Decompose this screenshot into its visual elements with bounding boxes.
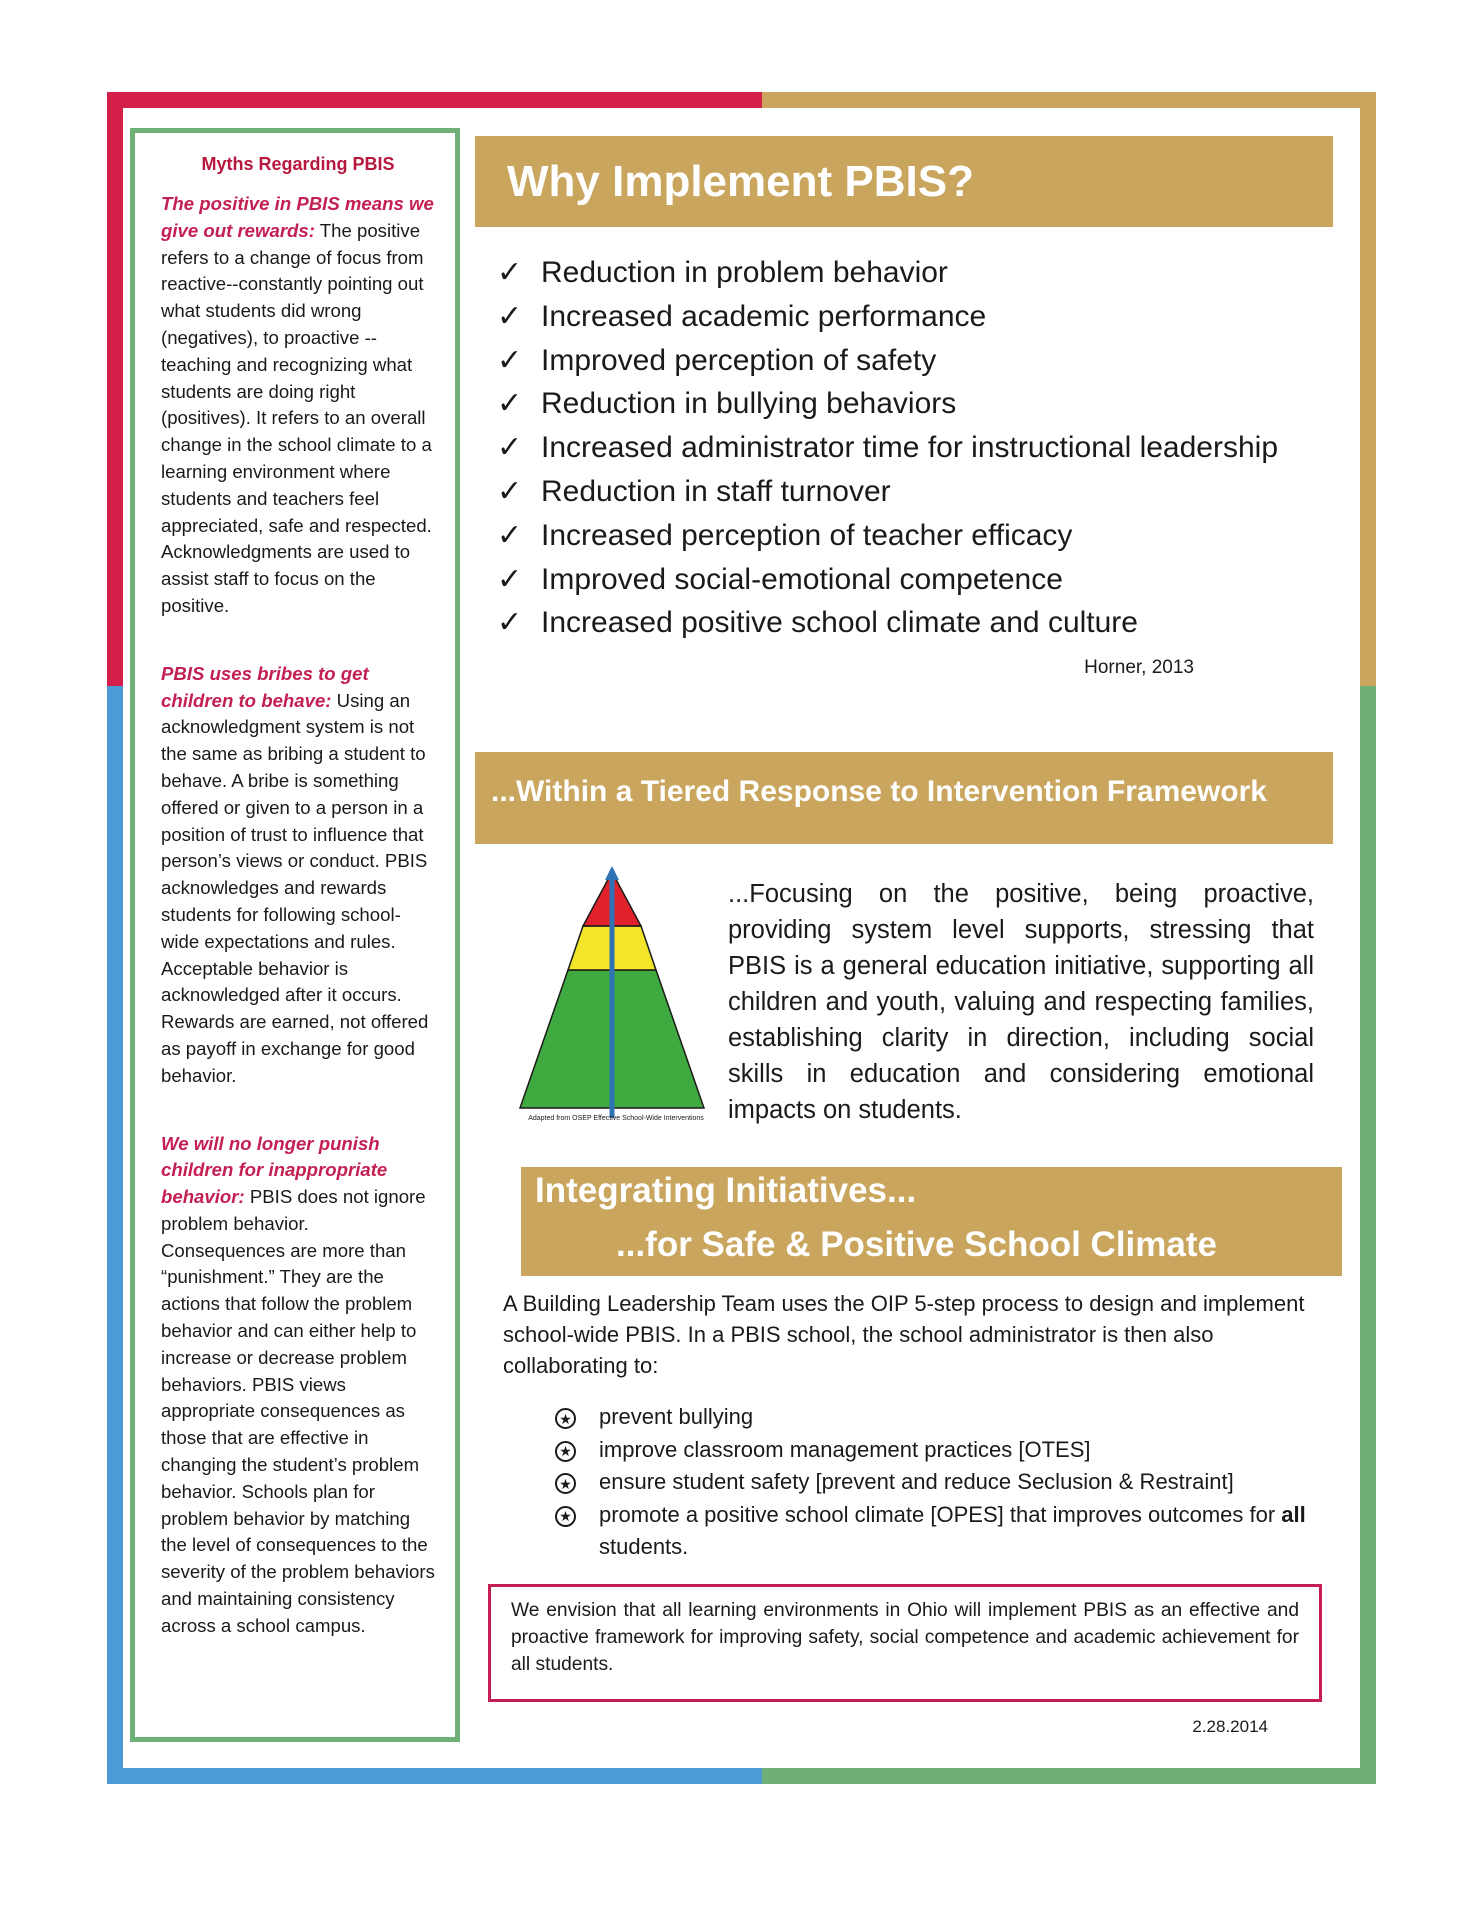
myths-title: Myths Regarding PBIS [201, 154, 395, 174]
list-item [497, 382, 1278, 426]
benefits-list [497, 251, 1278, 645]
benefit-text: Increased positive school climate and culture [541, 606, 1138, 640]
check-icon: ✓ [497, 430, 523, 466]
myth-body: The positive refers to a change of focus from reactive--constantly pointing out what students did wrong (negatives), to proactive --teaching and recognizing what students are doing right (positives). It refers to an overall change in the school climate to a learning environment where students and teachers feel appreciated, safe and respected. Acknowledgments are used to assist staff to focus on the positive. [161, 219, 432, 616]
check-icon: ✓ [497, 561, 523, 597]
benefit-text: Increased administrator time for instructional leadership [541, 431, 1279, 465]
initiative-text: ensure student safety [prevent and reduce Seclusion & Restraint] [599, 1469, 1234, 1494]
check-icon: ✓ [497, 517, 523, 553]
check-icon: ✓ [497, 386, 523, 422]
initiative-text: prevent bullying [599, 1404, 754, 1429]
myth-punish [161, 1131, 435, 1640]
list-item [555, 1499, 1345, 1564]
tiered-title: ...Within a Tiered Response to Intervention Framework [491, 775, 1267, 808]
document-date: 2.28.2014 [1192, 1717, 1268, 1736]
benefit-text: Reduction in problem behavior [541, 256, 948, 289]
benefit-text: Reduction in staff turnover [541, 474, 891, 508]
initiative-text: promote a positive school climate [OPES] that improves outcomes for [599, 1501, 1282, 1527]
check-icon: ✓ [497, 255, 523, 290]
myth-heading: The positive in PBIS means we give out rewards: [161, 193, 434, 241]
benefit-text: Improved social-emotional competence [541, 562, 1063, 596]
integrating-intro: A Building Leadership Team uses the OIP 5-step process to design and implement school-wide PBIS. In a PBIS school, the school administrator is then also collaborating to: [503, 1291, 1305, 1378]
integrating-title-line2: ...for Safe & Positive School Climate [616, 1225, 1217, 1264]
tier-pyramid-diagram [512, 866, 712, 1130]
pyramid-caption: Adapted from OSEP Effective School-Wide Interventions [528, 1115, 704, 1122]
integrating-banner [521, 1167, 1342, 1276]
list-item [497, 426, 1278, 470]
check-icon: ✓ [497, 298, 523, 334]
benefit-text: Reduction in bullying behaviors [541, 387, 957, 421]
tiered-banner [475, 752, 1333, 844]
myth-heading: We will no longer punish children for inappropriate behavior: [161, 1132, 388, 1208]
emphasis-all: all [1281, 1501, 1306, 1527]
myth-body: Using an acknowledgment system is not the same as bribing a student to behave. A bribe is something offered or given to a person in a position of trust to influence that person’s views or conduct. PBIS acknowledges and rewards students for following school-wide expectations and rules. Acceptable behavior is acknowledged after it occurs. Rewards are earned, not offered as payoff in exchange for good behavior. [161, 689, 429, 1086]
list-item [555, 1466, 1345, 1499]
star-bullet-icon: ★ [555, 1441, 576, 1462]
myth-bribes [161, 661, 435, 1090]
star-bullet-icon: ★ [555, 1408, 576, 1429]
why-banner [475, 136, 1333, 227]
list-item [497, 601, 1278, 645]
arrowhead-icon [605, 866, 619, 880]
benefit-text: Improved perception of safety [541, 343, 937, 377]
citation: Horner, 2013 [1084, 657, 1194, 678]
myth-rewards [161, 191, 435, 620]
vision-statement-box [488, 1584, 1322, 1702]
initiatives-list [555, 1401, 1345, 1564]
initiative-text-end: students. [599, 1534, 689, 1559]
list-item [497, 295, 1278, 339]
list-item [555, 1434, 1345, 1467]
list-item [555, 1401, 1345, 1434]
myths-sidebar [130, 128, 460, 1742]
star-bullet-icon: ★ [555, 1473, 576, 1494]
initiative-text: improve classroom management practices [OTES] [599, 1436, 1091, 1462]
list-item [497, 514, 1278, 558]
benefit-text: Increased perception of teacher efficacy [541, 518, 1073, 552]
star-bullet-icon: ★ [555, 1506, 576, 1527]
benefit-text: Increased academic performance [541, 299, 987, 333]
integrating-title-line1: Integrating Initiatives... [535, 1171, 917, 1210]
list-item [497, 558, 1278, 602]
focus-paragraph: ...Focusing on the positive, being proactive, providing system level supports, stressing that PBIS is a general education initiative, supporting all children and youth, valuing and respecting families, establishing clarity in direction, including social skills in education and considering emotional impacts on students. [728, 880, 1314, 1124]
list-item [497, 470, 1278, 514]
check-icon: ✓ [497, 342, 523, 378]
myth-body: PBIS does not ignore problem behavior. Consequences are more than “punishment.” They are the actions that follow the problem behavior and can either help to increase or decrease problem behaviors. PBIS views appropriate consequences as those that are effective in changing the student’s problem behavior. Schools plan for problem behavior by matching the level of consequences to the severity of the problem behaviors and maintaining consistency across a school campus. [161, 1186, 435, 1636]
vision-text: We envision that all learning environments in Ohio will implement PBIS as an effective and proactive framework for improving safety, social competence and academic achievement for all students. [511, 1600, 1299, 1675]
why-title: Why Implement PBIS? [507, 157, 974, 206]
list-item [497, 251, 1278, 295]
myth-heading: PBIS uses bribes to get children to behave: [161, 662, 369, 711]
check-icon: ✓ [497, 605, 523, 641]
check-icon: ✓ [497, 473, 523, 509]
list-item [497, 339, 1278, 383]
